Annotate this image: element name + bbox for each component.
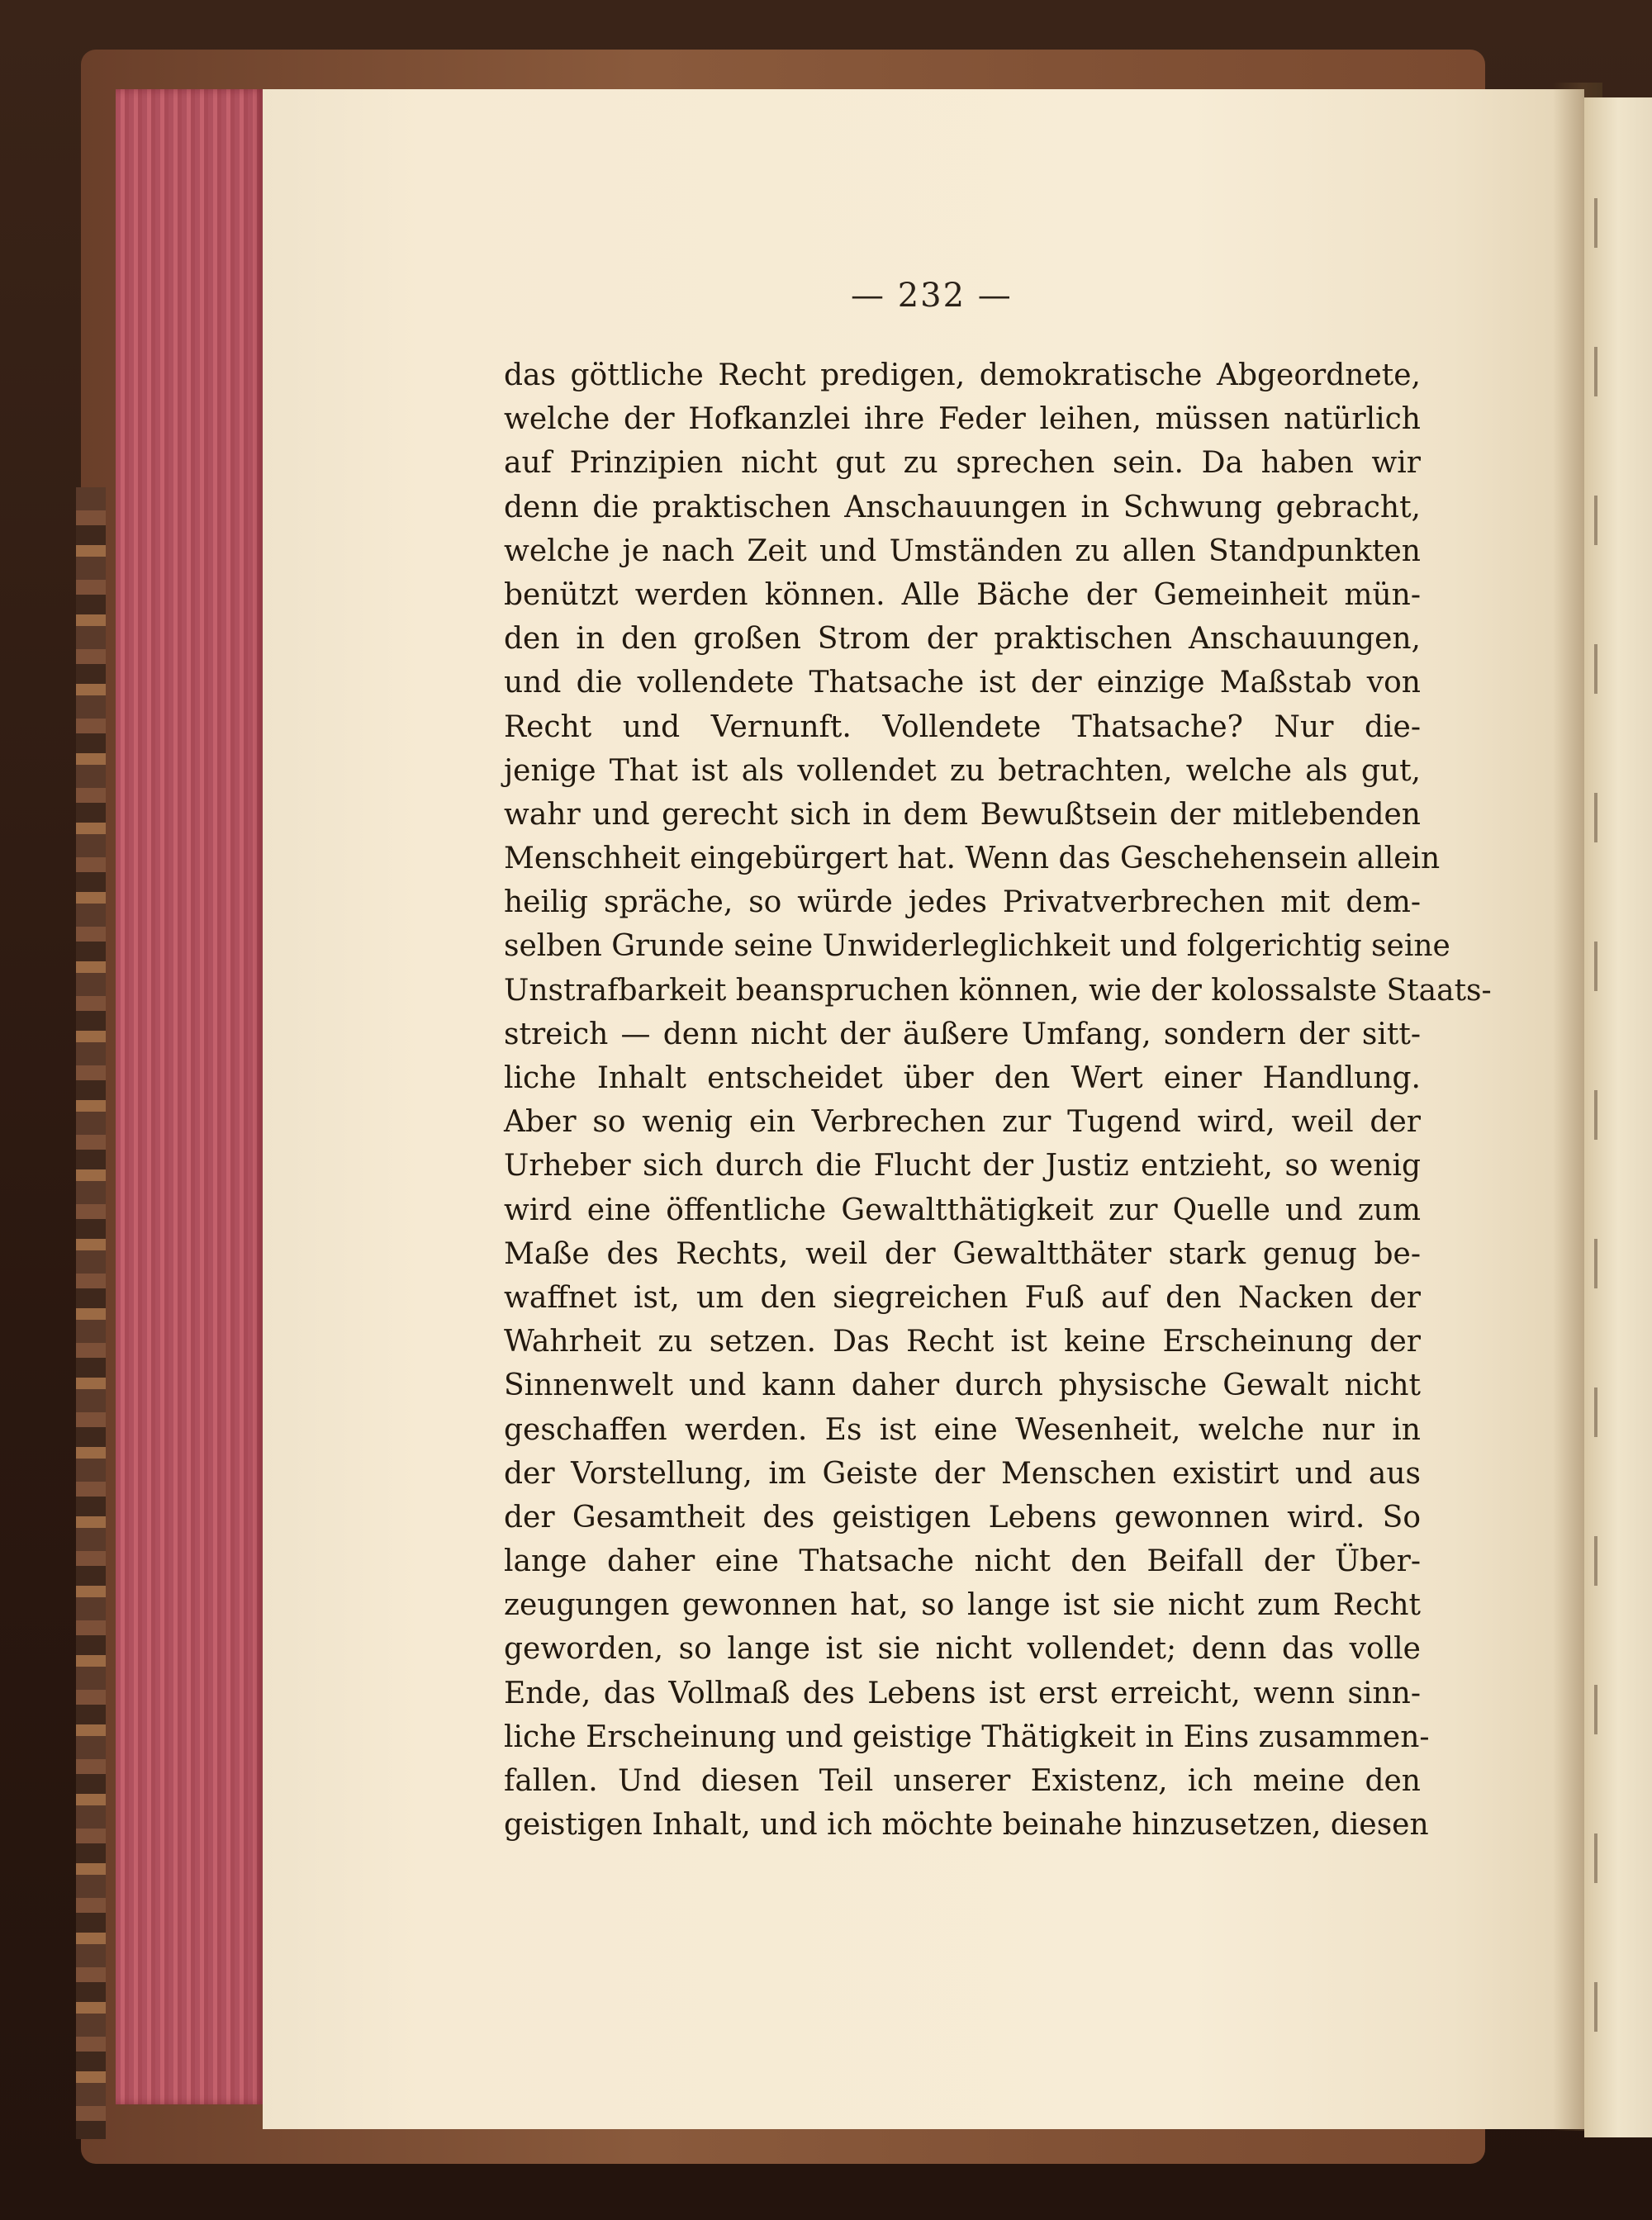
text-line: Aber so wenig ein Verbrechen zur Tugend wird, weil der	[504, 1105, 1421, 1140]
text-line: geworden, so lange ist sie nicht vollendet; denn das volle	[504, 1632, 1421, 1667]
text-line: zeugungen gewonnen hat, so lange ist sie nicht zum Recht	[504, 1588, 1421, 1623]
marbled-board	[76, 487, 106, 2139]
text-line: Unstrafbarkeit beanspruchen können, wie der kolossalste Staats-	[504, 973, 1492, 1008]
text-line: der Gesamtheit des geistigen Lebens gewonnen wird. So	[504, 1500, 1421, 1535]
text-line: auf Prinzipien nicht gut zu sprechen sein. Da haben wir	[504, 446, 1421, 481]
text-line: der Vorstellung, im Geiste der Menschen existirt und aus	[504, 1456, 1421, 1491]
text-line: benützt werden können. Alle Bäche der Gemeinheit mün-	[504, 577, 1421, 612]
text-line: lange daher eine Thatsache nicht den Beifall der Über-	[504, 1544, 1421, 1579]
page-number: — 232 —	[851, 277, 1013, 315]
text-line: streich — denn nicht der äußere Umfang, sondern der sitt-	[504, 1017, 1421, 1051]
text-line: heilig spräche, so würde jedes Privatverbrechen mit dem-	[504, 885, 1421, 920]
text-line: jenige That ist als vollendet zu betrachten, welche als gut,	[504, 753, 1421, 788]
text-line: Urheber sich durch die Flucht der Justiz entzieht, so wenig	[504, 1149, 1421, 1184]
text-line: denn die praktischen Anschauungen in Schwung gebracht,	[504, 490, 1421, 524]
text-line: den in den großen Strom der praktischen Anschauungen,	[504, 622, 1421, 657]
text-line: waffnet ist, um den siegreichen Fuß auf den Nacken der	[504, 1280, 1421, 1315]
text-line: Recht und Vernunft. Vollendete Thatsache? Nur die-	[504, 709, 1421, 744]
text-line: geschaffen werden. Es ist eine Wesenheit, welche nur in	[504, 1412, 1421, 1447]
binding-stitch	[1594, 198, 1597, 2098]
text-line: selben Grunde seine Unwiderleglichkeit und folgerichtig seine	[504, 929, 1450, 964]
text-line: Ende, das Vollmaß des Lebens ist erst erreicht, wenn sinn-	[504, 1676, 1421, 1710]
text-line: Maße des Rechts, weil der Gewaltthäter stark genug be-	[504, 1236, 1421, 1271]
text-line: liche Erscheinung und geistige Thätigkeit in Eins zusammen-	[504, 1720, 1430, 1754]
text-line: wird eine öffentliche Gewaltthätigkeit zur Quelle und zum	[504, 1193, 1421, 1227]
text-line: welche der Hofkanzlei ihre Feder leihen, müssen natürlich	[504, 402, 1421, 437]
page-edges	[116, 89, 264, 2104]
text-line: geistigen Inhalt, und ich möchte beinahe hinzusetzen, diesen	[504, 1808, 1429, 1843]
text-line: Menschheit eingebürgert hat. Wenn das Geschehensein allein	[504, 842, 1441, 876]
text-line: Sinnenwelt und kann daher durch physische Gewalt nicht	[504, 1369, 1421, 1403]
text-line: fallen. Und diesen Teil unserer Existenz, ich meine den	[504, 1764, 1421, 1798]
text-line: welche je nach Zeit und Umständen zu allen Standpunkten	[504, 534, 1421, 568]
text-line: und die vollendete Thatsache ist der einzige Maßstab von	[504, 666, 1421, 700]
text-line: liche Inhalt entscheidet über den Wert einer Handlung.	[504, 1061, 1421, 1095]
body-text	[504, 353, 1492, 1847]
text-line: wahr und gerecht sich in dem Bewußtsein der mitlebenden	[504, 797, 1421, 832]
text-line: das göttliche Recht predigen, demokratische Abgeordnete,	[504, 358, 1421, 392]
text-line: Wahrheit zu setzen. Das Recht ist keine Erscheinung der	[504, 1325, 1421, 1359]
